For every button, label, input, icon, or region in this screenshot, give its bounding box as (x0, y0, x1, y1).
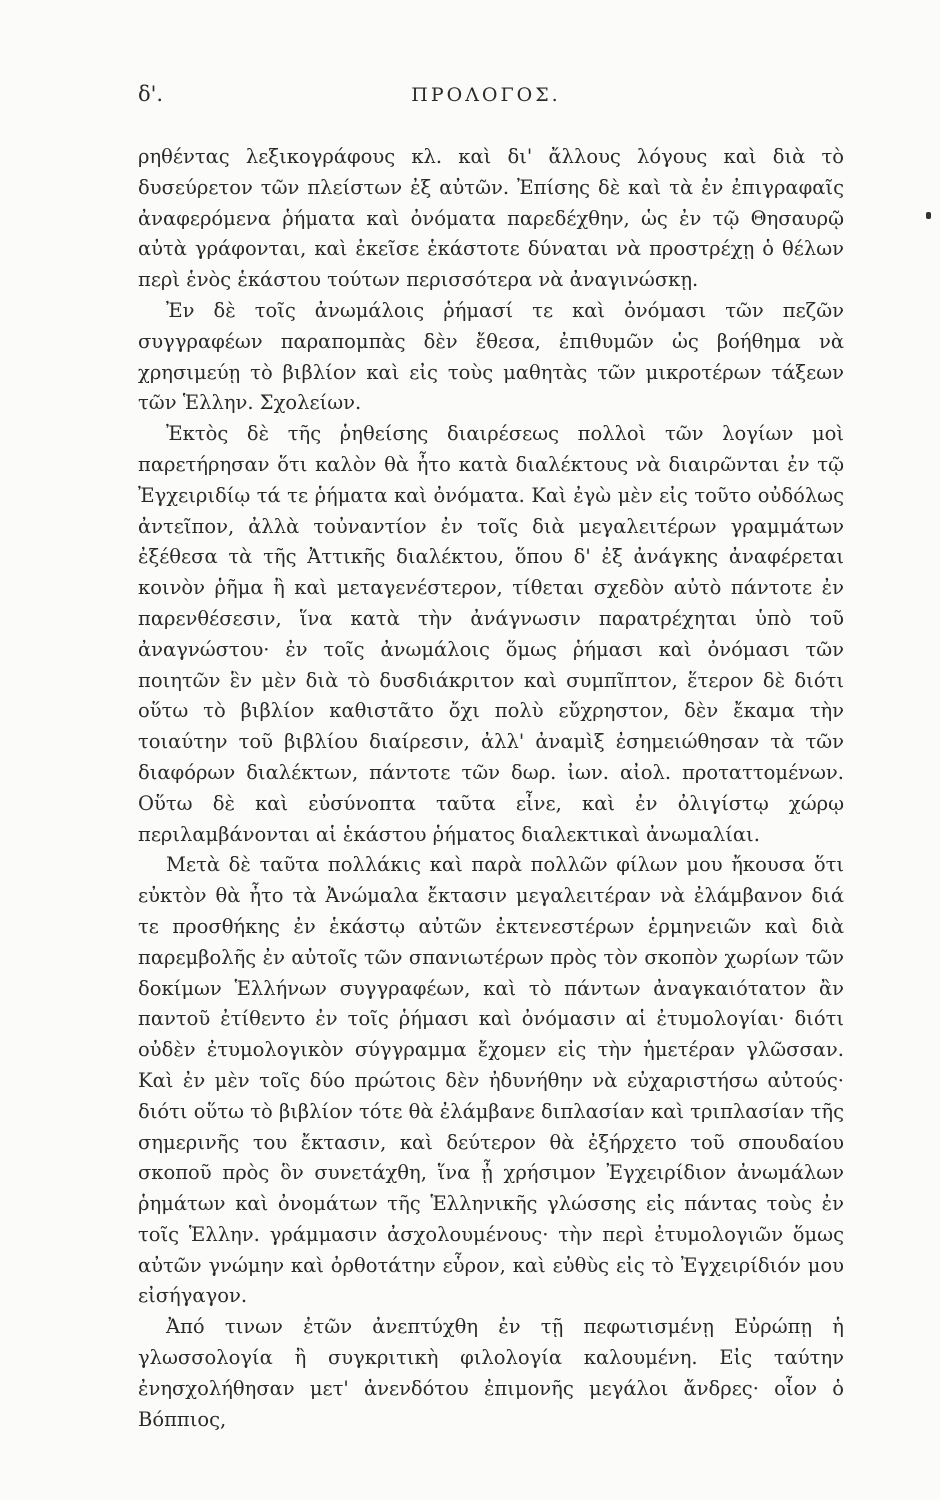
body-text (138, 142, 844, 1435)
page-header (138, 82, 844, 122)
running-title: ΠΡΟΛΟΓΟΣ. (411, 84, 561, 106)
paragraph: Ἐκτὸς δὲ τῆς ῥηθείσης διαιρέσεως πολλοὶ τῶν λογίων μοὶ παρετήρησαν ὅτι καλὸν θὰ ἦτο κατὰ διαλέκτους νὰ διαιρῶνται ἐν τῷ Ἐγχειριδίῳ τά τε ῥήματα καὶ ὀνόματα. Καὶ ἐγὼ μὲν εἰς τοῦτο οὐδόλως ἀντεῖπον, ἀλλὰ τοὐναντίον ἐν τοῖς διὰ μεγαλειτέρων γραμμάτων ἐξέθεσα τὰ τῆς Ἀττικῆς διαλέκτου, ὅπου δ' ἐξ ἀνάγκης ἀναφέρεται κοινὸν ῥῆμα ἢ καὶ μεταγενέστερον, τίθεται σχεδὸν αὐτὸ πάντοτε ἐν παρενθέσεσιν, ἵνα κατὰ τὴν ἀνάγνωσιν παρατρέχηται ὑπὸ τοῦ ἀναγνώστου· ἐν τοῖς ἀνωμάλοις ὅμως ῥήμασι καὶ ὀνόμασι τῶν ποιητῶν ἓν μὲν διὰ τὸ δυσδιάκριτον καὶ συμπῖπτον, ἕτερον δὲ διότι οὕτω τὸ βιβλίον καθιστᾶτο ὄχι πολὺ εὔχρηστον, δὲν ἔκαμα τὴν τοιαύτην τοῦ βιβλίου διαίρεσιν, ἀλλ' ἀναμὶξ ἐσημειώθησαν τὰ τῶν διαφόρων διαλέκτων, πάντοτε τῶν δωρ. ἰων. αἰολ. προταττομένων. Οὕτω δὲ καὶ εὐσύνοπτα ταῦτα εἶνε, καὶ ἐν ὀλιγίστῳ χώρῳ περιλαμβάνονται αἱ ἑκάστου ῥήματος διαλεκτικαὶ ἀνωμαλίαι. (138, 422, 844, 846)
page-number: δ'. (138, 82, 164, 106)
paragraph: ρηθέντας λεξικογράφους κλ. καὶ δι' ἄλλους λόγους καὶ διὰ τὸ δυσεύρετον τῶν πλείστων ἐξ αὐτῶν. Ἐπίσης δὲ καὶ τὰ ἐν ἐπιγραφαῖς ἀναφερόμενα ῥήματα καὶ ὀνόματα παρεδέχθην, ὡς ἐν τῷ Θησαυρῷ αὐτὰ γράφονται, καὶ ἐκεῖσε ἑκάστοτε δύναται νὰ προστρέχῃ ὁ θέλων περὶ ἑνὸς ἑκάστου τούτων περισσότερα νὰ ἀναγινώσκῃ. (138, 145, 844, 292)
paragraph: Μετὰ δὲ ταῦτα πολλάκις καὶ παρὰ πολλῶν φίλων μου ἤκουσα ὅτι εὐκτὸν θὰ ἦτο τὰ Ἀνώμαλα ἔκτασιν μεγαλειτέραν νὰ ἐλάμβανον διά τε προσθήκης ἐν ἑκάστῳ αὐτῶν ἐκτενεστέρων ἑρμηνειῶν καὶ διὰ παρεμβολῆς ἐν αὐτοῖς τῶν σπανιωτέρων πρὸς τὸν σκοπὸν χωρίων τῶν δοκίμων Ἑλλήνων συγγραφέων, καὶ τὸ πάντων ἀναγκαιότατον ἂν παντοῦ ἐτίθεντο ἐν τοῖς ῥήμασι καὶ ὀνόμασιν αἱ ἐτυμολογίαι· διότι οὐδὲν ἐτυμολογικὸν σύγγραμμα ἔχομεν εἰς τὴν ἡμετέραν γλῶσσαν. Καὶ ἐν μὲν τοῖς δύο πρώτοις δὲν ἠδυνήθην νὰ εὐχαριστήσω αὐτούς· διότι οὕτω τὸ βιβλίον τότε θὰ ἐλάμβανε διπλασίαν καὶ τριπλασίαν τῆς σημερινῆς του ἔκτασιν, καὶ δεύτερον θὰ ἐξήρχετο τοῦ σπουδαίου σκοποῦ πρὸς ὃν συνετάχθη, ἵνα ᾖ χρήσιμον Ἐγχειρίδιον ἀνωμάλων ῥημάτων καὶ ὀνομάτων τῆς Ἑλληνικῆς γλώσσης εἰς πάντας τοὺς ἐν τοῖς Ἑλλην. γράμμασιν ἀσχολουμένους· τὴν περὶ ἐτυμολογιῶν ὅμως αὐτῶν γνώμην καὶ ὀρθοτάτην εὗρον, καὶ εὐθὺς εἰς τὸ Ἐγχειρίδιόν μου εἰσήγαγον. (138, 853, 844, 1308)
paragraph: Ἀπό τινων ἐτῶν ἀνεπτύχθη ἐν τῇ πεφωτισμένῃ Εὐρώπῃ ἡ γλωσσολογία ἢ συγκριτικὴ φιλολογία καλουμένη. Εἰς ταύτην ἐνησχολήθησαν μετ' ἀνενδότου ἐπιμονῆς μεγάλοι ἄνδρες· οἷον ὁ Βόππιος, (138, 1315, 844, 1431)
paragraph: Ἐν δὲ τοῖς ἀνωμάλοις ῥήμασί τε καὶ ὀνόμασι τῶν πεζῶν συγγραφέων παραπομπὰς δὲν ἔθεσα, ἐπιθυμῶν ὡς βοήθημα νὰ χρησιμεύῃ τὸ βιβλίον καὶ εἰς τοὺς μαθητὰς τῶν μικροτέρων τάξεων τῶν Ἑλλην. Σχολείων. (138, 298, 844, 415)
margin-ink-dot (926, 212, 931, 219)
